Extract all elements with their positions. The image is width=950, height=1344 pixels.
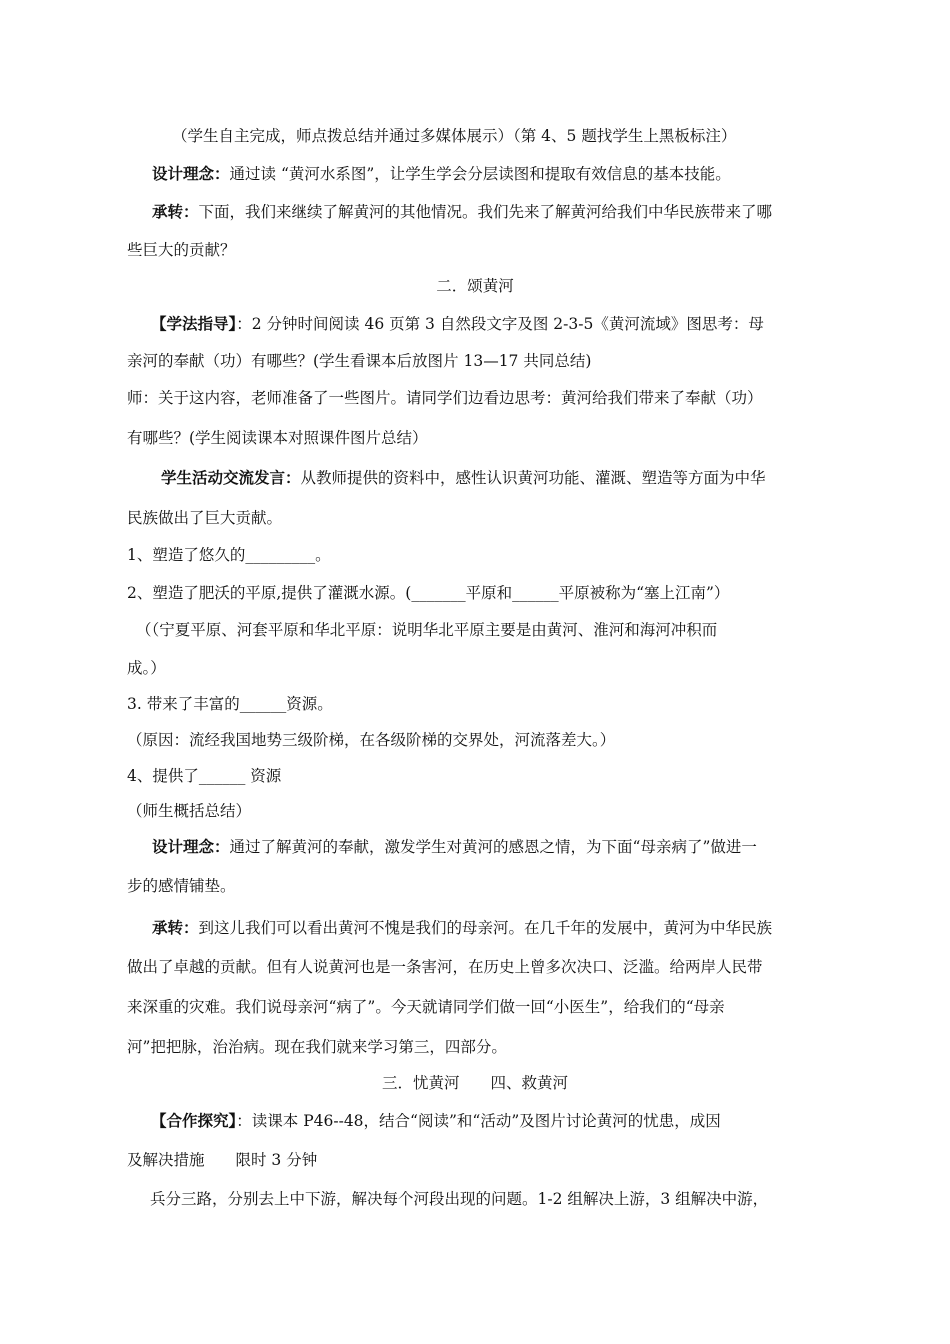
design-concept-label: 设计理念：: [152, 164, 230, 183]
paragraph-teacher: 师：关于这内容，老师准备了一些图片。请同学们边看边思考：黄河给我们带来了奉献（功）: [127, 389, 763, 407]
paragraph-student-activity: [161, 468, 766, 488]
paragraph-transition-2-line3: 来深重的灾难。我们说母亲河“病了”。今天就请同学们做一回“小医生”，给我们的“母亲: [127, 998, 725, 1016]
design-concept-text: 通过读 “黄河水系图”，让学生学会分层读图和提取有效信息的基本技能。: [229, 165, 731, 183]
study-guide-label: 【学法指导】: [151, 314, 237, 333]
paragraph-instruction: （学生自主完成，师点拨总结并通过多媒体展示）（第 4、5 题找学生上黑板标注）: [172, 127, 737, 145]
student-activity-label: 学生活动交流发言：: [161, 468, 301, 487]
paragraph-cooperative-inquiry-cont: 及解决措施 限时 3 分钟: [127, 1151, 318, 1169]
list-item-2: 2、塑造了肥沃的平原,提供了灌溉水源。(_______平原和______平原被称为“塞上江南”）: [127, 584, 730, 602]
design-concept-label: 设计理念：: [152, 837, 230, 856]
transition-text: 下面，我们来继续了解黄河的其他情况。我们先来了解黄河给我们中华民族带来了哪: [198, 203, 773, 221]
list-item-3: 3. 带来了丰富的______资源。: [127, 695, 333, 713]
paragraph-design-concept-2: [152, 837, 757, 857]
section-heading-2: 二．颂黄河: [436, 277, 514, 295]
transition-label: 承转：: [152, 202, 199, 221]
paragraph-study-guide-cont: 亲河的奉献（功）有哪些？(学生看课本后放图片 13—17 共同总结): [127, 352, 592, 370]
paragraph-transition-1: [152, 202, 772, 222]
paragraph-transition-2: [152, 918, 772, 938]
paragraph-design-concept-2-cont: 步的感情铺垫。: [127, 877, 236, 895]
paragraph-teacher-cont: 有哪些？(学生阅读课本对照课件图片总结）: [127, 429, 428, 447]
paragraph-cooperative-inquiry: [151, 1111, 721, 1131]
paragraph-student-activity-cont: 民族做出了巨大贡献。: [127, 509, 283, 527]
list-item-3-note: （原因：流经我国地势三级阶梯，在各级阶梯的交界处，河流落差大。）: [127, 731, 616, 749]
paragraph-study-guide: [151, 314, 764, 334]
cooperative-inquiry-label: 【合作探究】: [151, 1111, 237, 1130]
list-item-4: 4、提供了______ 资源: [127, 767, 282, 785]
transition-label: 承转：: [152, 918, 199, 937]
list-item-1: 1、塑造了悠久的_________。: [127, 546, 331, 564]
student-activity-text: 从教师提供的资料中，感性认识黄河功能、灌溉、塑造等方面为中华: [300, 469, 766, 487]
section-heading-3: 三．忧黄河 四、救黄河: [381, 1074, 568, 1092]
paragraph-transition-2-line4: 河”把把脉，治治病。现在我们就来学习第三，四部分。: [127, 1038, 507, 1056]
paragraph-design-concept-1: [152, 164, 731, 184]
cooperative-inquiry-text: ：读课本 P46--48，结合“阅读”和“活动”及图片讨论黄河的忧患，成因: [236, 1112, 721, 1130]
paragraph-summary: （师生概括总结）: [127, 802, 252, 820]
design-concept-text: 通过了解黄河的奉献，激发学生对黄河的感恩之情，为下面“母亲病了”做进一: [229, 838, 757, 856]
transition-text: 到这儿我们可以看出黄河不愧是我们的母亲河。在几千年的发展中，黄河为中华民族: [198, 919, 773, 937]
list-item-2-note: （（宁夏平原、河套平原和华北平原：说明华北平原主要是由黄河、淮河和海河冲积而: [136, 621, 718, 639]
paragraph-transition-2-line2: 做出了卓越的贡献。但有人说黄河也是一条害河，在历史上曾多次决口、泛滥。给两岸人民带: [127, 958, 763, 976]
list-item-2-note-cont: 成。）: [127, 659, 166, 677]
paragraph-transition-1-cont: 些巨大的贡献？: [127, 241, 236, 259]
paragraph-group-split: 兵分三路，分别去上中下游，解决每个河段出现的问题。1-2 组解决上游，3 组解决中游，: [150, 1190, 769, 1208]
study-guide-text: ：2 分钟时间阅读 46 页第 3 自然段文字及图 2-3-5《黄河流域》图思考：母: [236, 315, 764, 333]
